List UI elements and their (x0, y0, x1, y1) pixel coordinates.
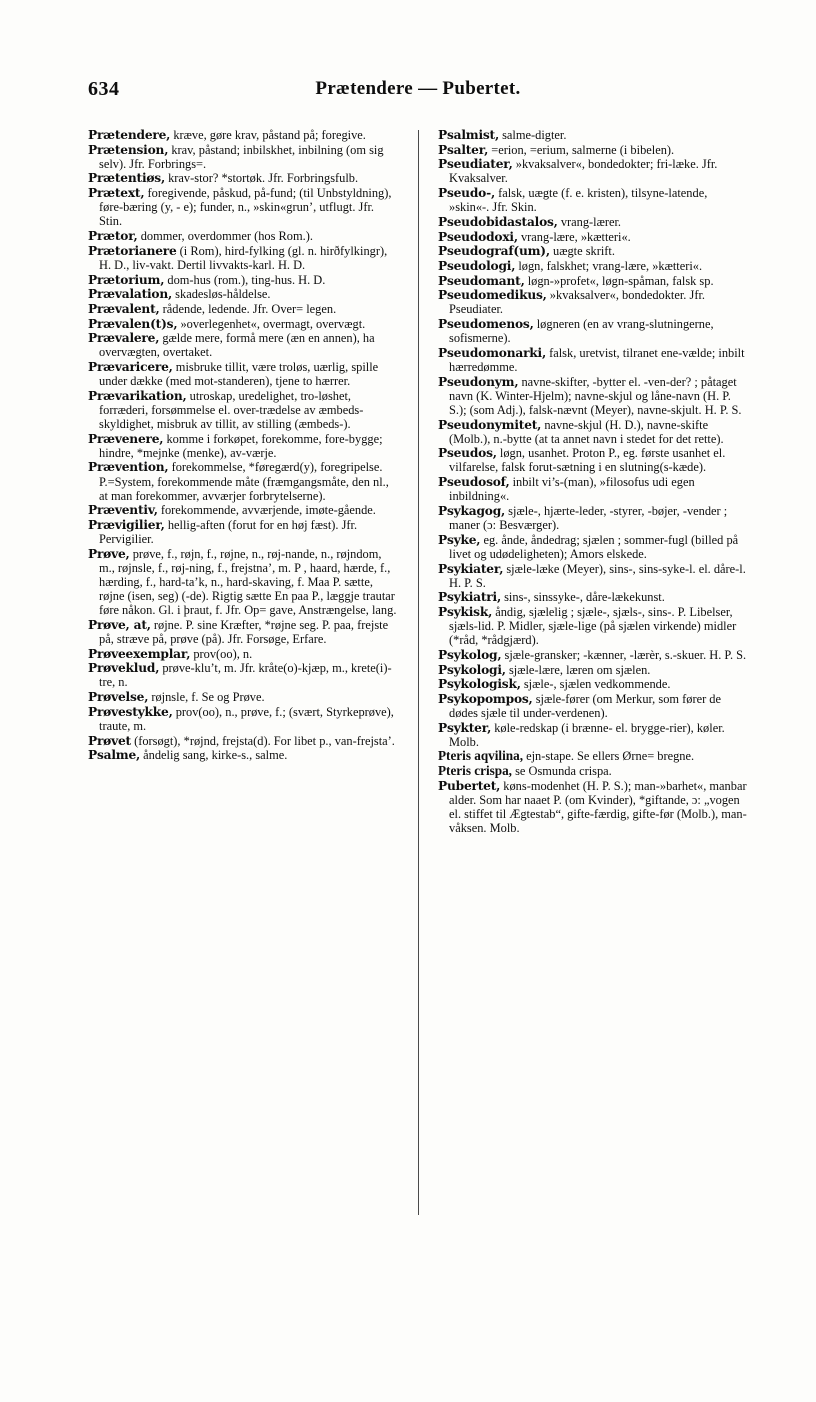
right-column (438, 128, 748, 836)
dictionary-entry (438, 259, 748, 273)
entry-headword: Psykopompos, (438, 691, 533, 706)
entry-headword: Psykologi, (438, 662, 506, 677)
entry-headword: Psykagog, (438, 503, 506, 518)
entry-headword: Prævigilier, (88, 518, 165, 533)
entry-headword: Prævarikation, (88, 388, 187, 403)
dictionary-entry (88, 186, 398, 228)
entry-headword: Prævalent, (88, 301, 160, 316)
entry-headword: Psykolog, (438, 647, 502, 662)
dictionary-entry (438, 504, 748, 532)
entry-headword: Prætor, (88, 229, 138, 244)
entry-headword: Prætorium, (88, 272, 165, 287)
entry-headword: Prævalen(t)s, (88, 316, 178, 331)
dictionary-entry (88, 171, 398, 185)
entry-definition: forekommelse, *føregærd(y), foregripelse. P.=System, forekommende måte (fræmgangsmåte, den nl., at man forekommer, avværjer forbrytelserne). (99, 460, 389, 503)
entry-headword: Psalme, (88, 748, 141, 763)
entry-headword: Prætension, (88, 142, 169, 157)
entry-definition: krav, påstand; inbilskhet, inbilning (om sig selv). Jfr. Forbrings=. (99, 142, 384, 171)
entry-headword: Pseudosof, (438, 475, 510, 490)
dictionary-entry (438, 346, 748, 374)
dictionary-entry (438, 143, 748, 157)
dictionary-entry (438, 317, 748, 345)
dictionary-entry (88, 317, 398, 331)
dictionary-entry (88, 302, 398, 316)
entry-headword: Pseudodoxi, (438, 229, 518, 244)
dictionary-entry (438, 779, 748, 835)
entry-definition: sjæle-gransker; -kænner, -lærèr, s.-skuer. H. P. S. (501, 647, 747, 662)
dictionary-entry (438, 274, 748, 288)
dictionary-entry (88, 705, 398, 733)
dictionary-entry (438, 244, 748, 258)
entry-headword: Prøve, (88, 546, 130, 561)
dictionary-entry (88, 287, 398, 301)
entry-headword: Psykisk, (438, 604, 493, 619)
dictionary-entry (88, 618, 398, 646)
left-column (88, 128, 398, 763)
dictionary-entry (88, 229, 398, 243)
dictionary-entry (438, 375, 748, 417)
dictionary-entry (88, 273, 398, 287)
entry-headword: Pubertet, (438, 778, 501, 793)
entry-headword: Psykter, (438, 720, 492, 735)
entry-headword: Psalmist, (438, 128, 500, 142)
entry-definition: køle-redskap (i brænne- el. brygge-rier), køler. Molb. (449, 720, 725, 749)
entry-definition: sjæle-lære, læren om sjælen. (505, 662, 651, 677)
entry-headword: Pseudonymitet, (438, 417, 542, 432)
entry-definition: uægte skrift. (549, 244, 615, 259)
dictionary-entry (438, 764, 748, 778)
entry-definition: se Osmunda crispa. (511, 764, 612, 779)
page-header (88, 78, 748, 108)
dictionary-entry (438, 663, 748, 677)
entry-definition: salme-digter. (499, 128, 567, 142)
entry-definition: =erion, =erium, salmerne (i bibelen). (488, 142, 675, 157)
dictionary-entry (438, 749, 748, 763)
entry-definition: inbilt vi’s-(man), »filosofus udi egen inbildning«. (449, 475, 695, 504)
entry-headword: Pseudologi, (438, 259, 516, 273)
entry-definition: sjæle-, sjælen vedkommende. (520, 677, 671, 692)
dictionary-entry (438, 692, 748, 720)
entry-definition: kræve, gøre krav, påstand på; foregive. (170, 128, 366, 142)
entry-headword: Psykiatri, (438, 590, 502, 605)
column-divider (418, 130, 419, 1215)
entry-headword: Psykiater, (438, 561, 504, 576)
entry-definition: prov(oo), n., prøve, f.; (svært, Styrkeprøve), traute, m. (99, 704, 394, 733)
dictionary-entry (438, 562, 748, 590)
entry-headword: Prætext, (88, 186, 145, 201)
dictionary-entry (88, 244, 398, 272)
entry-definition: åndelig sang, kirke-s., salme. (140, 748, 288, 763)
dictionary-entry (438, 186, 748, 214)
entry-definition: navne-skifter, -bytter el. -ven-der? ; påtaget navn (K. Winter-Hjelm); navne-skjul og låne-navn (H. P. S.); (som Adj.), falsk-nævnt (Meyer), navne-skjult. H. P. S. (449, 374, 742, 417)
entry-definition: løgn-»profet«, løgn-spåman, falsk sp. (524, 273, 714, 288)
entry-definition: navne-skjul (H. D.), navne-skifte (Molb.), n.-bytte (at ta annet navn i stedet for det rette). (449, 417, 724, 446)
entry-definition: røjnsle, f. Se og Prøve. (148, 690, 265, 705)
entry-definition: røjne. P. sine Kræfter, *røjne seg. P. paa, frejste på, stræve på, prøve (på). Jfr. Forsøge, Erfare. (99, 617, 389, 646)
entry-definition: prøve-klu’t, m. Jfr. kråte(o)-kjæp, m., krete(i)-tre, n. (99, 661, 392, 690)
entry-definition: »overlegenhet«, overmagt, overvægt. (177, 316, 366, 331)
entry-definition: utroskap, uredelighet, tro-løshet, forræderi, forsømmelse el. over-trædelse av æmbeds-skyldighet, misbruk av tillit, av stilling (æmbeds-). (99, 388, 364, 431)
entry-definition: falsk, uretvist, tilranet ene-vælde; inbilt hærredømme. (449, 345, 745, 375)
entry-definition: vrang-lærer. (557, 214, 622, 229)
entry-headword: Prøvelse, (88, 690, 149, 705)
dictionary-entry (438, 475, 748, 503)
entry-definition: gælde mere, formå mere (æn en annen), ha overvægten, overtaket. (99, 331, 375, 360)
entry-definition: prøve, f., røjn, f., røjne, n., røj-nande, n., røjndom, m., røjnsle, f., røj-ning, f., frejstna’, m. P , haard, hærde, f., hærding, f., hard-ta’k, n., hard-skaving, f. Maa P. sætte, røjne (isen, seg) (-de). Rigtig sætte En paa P., læggje trautar føre nåkon. Gl. i þraut, f. Jfr. Op= gave, Anstrængelse, lang. (99, 546, 397, 618)
entry-definition: sjæle-, hjærte-leder, -styrer, -bøjer, -vender ; maner (ɔ: Besværger). (449, 503, 728, 533)
entry-headword: Pseudomedikus, (438, 288, 547, 303)
entry-definition: løgneren (en av vrang-slutningerne, sofismerne). (449, 317, 714, 346)
dictionary-entry (88, 661, 398, 689)
entry-headword: Prøvestykke, (88, 704, 173, 719)
dictionary-entry (88, 690, 398, 704)
dictionary-entry (88, 460, 398, 502)
entry-headword: Prævention, (88, 460, 169, 475)
entry-definition: komme i forkøpet, forekomme, fore-bygge; hindre, *mejnke (menke), av-værje. (99, 431, 383, 460)
entry-definition: krav-stor? *stortøk. Jfr. Forbringsfulb. (165, 171, 359, 186)
entry-headword: Pseudiater, (438, 157, 513, 172)
dictionary-entry (88, 360, 398, 388)
dictionary-entry (88, 748, 398, 762)
dictionary-entry (438, 215, 748, 229)
dictionary-entry (88, 331, 398, 359)
entry-definition: dom-hus (rom.), ting-hus. H. D. (164, 272, 326, 287)
entry-headword: Prøvet (88, 733, 131, 748)
entry-definition: »kvaksalver«, bondedokter. Jfr. Pseudiater. (449, 288, 705, 317)
dictionary-entry (88, 547, 398, 617)
entry-definition: »kvaksalver«, bondedokter; fri-læke. Jfr. Kvaksalver. (449, 157, 718, 186)
entry-definition: køns-modenhet (H. P. S.); man-»barhet«, manbar alder. Som har naaet P. (om Kvinder), *giftande, ɔ: „vogen el. stiffet til Ægtestab“, gifte-færdig, gifte-før (Molb.), man-våksen. Molb. (449, 778, 747, 836)
entry-headword: Pteris crispa, (438, 763, 512, 779)
entry-headword: Pseudograf(um), (438, 244, 550, 259)
dictionary-entry (88, 503, 398, 517)
entry-definition: prov(oo), n. (190, 646, 253, 661)
entry-definition: foregivende, påskud, på-fund; (til Unbstyldning), føre-bæring (y, - e); funder, n., »skin«grun’, utflugt. Jfr. Stin. (99, 186, 392, 229)
dictionary-entry (438, 157, 748, 185)
entry-headword: Pseudobidastalos, (438, 214, 558, 229)
entry-definition: forekommende, avværjende, imøte-gående. (157, 503, 376, 518)
entry-definition: hellig-aften (forut for en høj fæst). Jfr. Pervigilier. (99, 518, 358, 547)
dictionary-entry (438, 128, 748, 142)
entry-headword: Prætentiøs, (88, 171, 166, 186)
entry-definition: sjæle-læke (Meyer), sins-, sins-syke-l. el. dåre-l. H. P. S. (449, 561, 746, 590)
dictionary-entry (88, 389, 398, 431)
dictionary-entry (438, 590, 748, 604)
entry-headword: Prævalere, (88, 331, 160, 346)
dictionary-entry (88, 647, 398, 661)
entry-definition: rådende, ledende. Jfr. Over= legen. (159, 301, 337, 316)
entry-headword: Psykologisk, (438, 677, 521, 692)
entry-headword: Pseudonym, (438, 374, 519, 389)
entry-headword: Prævalation, (88, 287, 173, 302)
entry-definition: åndig, sjælelig ; sjæle-, sjæls-, sins-. P. Libelser, sjæls-lid. P. Midler, sjæle-lige (på sjælen virkende) midler (*råd, *rådgjærd). (449, 604, 737, 648)
running-head: Prætendere — Pubertet. (315, 78, 521, 99)
dictionary-entry (438, 230, 748, 244)
dictionary-entry (438, 418, 748, 446)
entry-definition: dommer, overdommer (hos Rom.). (137, 229, 313, 244)
entry-definition: ejn-stape. Se ellers Ørne= bregne. (523, 749, 695, 764)
page-number: 634 (88, 78, 120, 100)
entry-headword: Pseudomonarki, (438, 345, 547, 360)
entry-headword: Psalter, (438, 142, 489, 157)
entry-definition: (forsøgt), *røjnd, frejsta(d). For libet p., van-frejsta’. (130, 733, 395, 748)
entry-definition: skadesløs-håldelse. (172, 287, 271, 302)
entry-definition: eg. ånde, åndedrag; sjælen ; sommer-fugl (billed på livet og udødeligheten); Amors elskede. (449, 532, 739, 561)
dictionary-entry (88, 128, 398, 142)
entry-headword: Prøveklud, (88, 661, 160, 676)
text-columns (88, 128, 748, 1228)
dictionary-entry (438, 721, 748, 749)
entry-headword: Prævaricere, (88, 360, 173, 375)
dictionary-entry (438, 446, 748, 474)
entry-headword: Prætendere, (88, 128, 171, 142)
entry-headword: Prætorianere (88, 243, 177, 258)
dictionary-entry (88, 518, 398, 546)
entry-definition: løgn, falskhet; vrang-lære, »kætteri«. (515, 259, 703, 273)
dictionary-entry (88, 432, 398, 460)
entry-headword: Præventiv, (88, 503, 158, 518)
entry-headword: Pseudos, (438, 446, 497, 461)
entry-headword: Pseudomant, (438, 273, 525, 288)
dictionary-entry (438, 677, 748, 691)
entry-headword: Prøve, at, (88, 617, 151, 632)
entry-definition: (i Rom), hird-fylking (gl. n. hirðfylkingr), H. D., liv-vakt. Dertil livvakts-karl. H. D. (99, 243, 388, 272)
entry-definition: falsk, uægte (f. e. kristen), tilsyne-latende, »skin«-. Jfr. Skin. (449, 186, 708, 215)
entry-headword: Pseudo-, (438, 186, 495, 201)
entry-headword: Prøveexemplar, (88, 646, 191, 661)
entry-definition: løgn, usanhet. Proton P., eg. første usanhet el. vilfarelse, falsk forut-sætning i en slutning(s-kæde). (449, 446, 726, 475)
entry-headword: Pseudomenos, (438, 317, 534, 332)
entry-definition: vrang-lære, »kætteri«. (517, 229, 631, 244)
dictionary-entry (88, 734, 398, 748)
entry-headword: Psyke, (438, 532, 481, 547)
dictionary-entry (438, 533, 748, 561)
dictionary-entry (438, 288, 748, 316)
dictionary-entry (88, 143, 398, 171)
entry-definition: sjæle-fører (om Merkur, som fører de dødes sjæle til under-verdenen). (449, 691, 721, 720)
dictionary-entry (438, 605, 748, 647)
entry-definition: misbruke tillit, være troløs, uærlig, spille under dække (med mot-standeren), tjene to hærrer. (99, 360, 379, 389)
dictionary-entry (438, 648, 748, 662)
entry-headword: Pteris aqvilina, (438, 748, 523, 764)
entry-headword: Prævenere, (88, 431, 164, 446)
entry-definition: sins-, sinssyke-, dåre-lækekunst. (501, 590, 665, 605)
